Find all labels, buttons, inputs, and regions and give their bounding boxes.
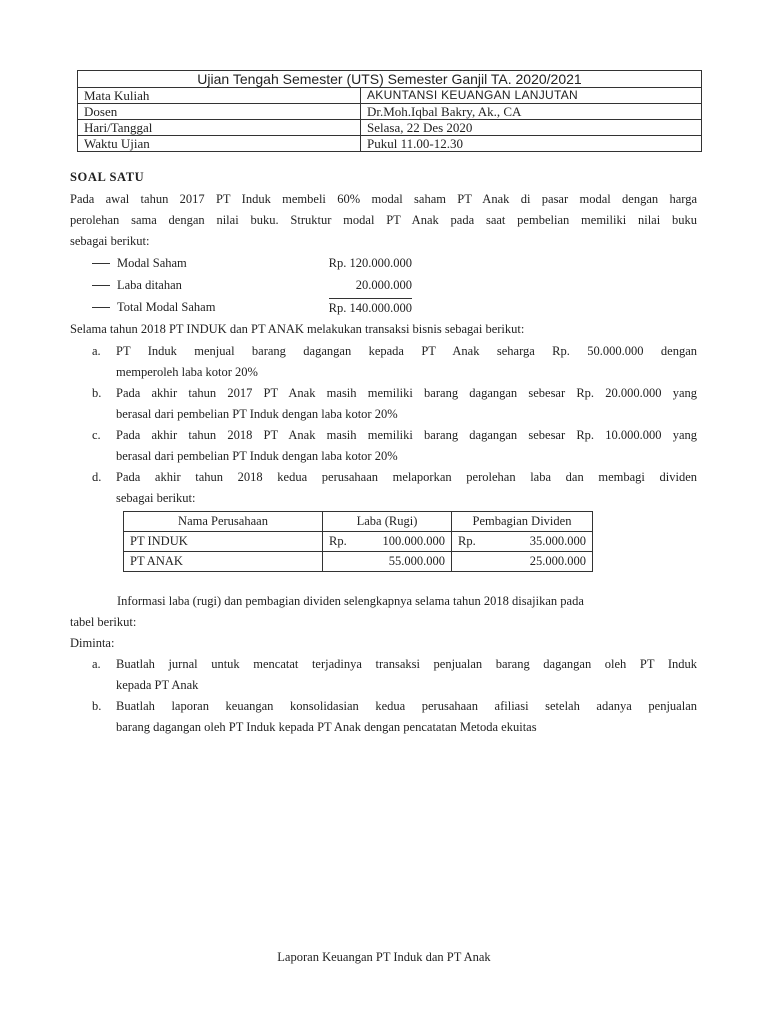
intro-line: Pada awal tahun 2017 PT Induk membeli 60% modal saham PT Anak di pasar modal dengan harga bbox=[70, 192, 697, 206]
dividend-cell bbox=[452, 552, 593, 572]
company-name-cell: PT INDUK bbox=[124, 532, 323, 552]
column-header: Laba (Rugi) bbox=[323, 512, 452, 532]
header-label: Hari/Tanggal bbox=[78, 120, 361, 136]
column-header: Pembagian Dividen bbox=[452, 512, 593, 532]
diminta-text: Diminta: bbox=[70, 636, 115, 650]
item-line: Buatlah jurnal untuk mencatat terjadinya transaksi penjualan barang dagangan oleh PT Induk bbox=[116, 657, 697, 671]
header-label: Dosen bbox=[78, 104, 361, 120]
header-label: Waktu Ujian bbox=[78, 136, 361, 152]
dash-bullet bbox=[92, 307, 110, 308]
header-row bbox=[78, 104, 702, 120]
item-line: barang dagangan oleh PT Induk kepada PT Anak dengan pencatatan Metoda ekuitas bbox=[116, 720, 537, 734]
transactions-intro bbox=[70, 319, 697, 340]
capital-label: Modal Saham bbox=[117, 256, 187, 270]
transactions-intro-text: Selama tahun 2018 PT INDUK dan PT ANAK melakukan transaksi bisnis sebagai berikut: bbox=[70, 322, 525, 336]
profit-cell bbox=[323, 532, 452, 552]
item-marker: c. bbox=[92, 428, 101, 442]
item-line: Pada akhir tahun 2017 PT Anak masih memiliki barang dagangan sebesar Rp. 20.000.000 yang bbox=[116, 386, 697, 400]
item-line: Buatlah laporan keuangan konsolidasian kedua perusahaan afiliasi setelah adanya penjualan bbox=[116, 699, 697, 713]
header-value: Pukul 11.00-12.30 bbox=[361, 136, 702, 152]
capital-total-amount: Rp. 140.000.000 bbox=[329, 298, 412, 318]
profit-cell bbox=[323, 552, 452, 572]
item-marker: b. bbox=[92, 386, 102, 400]
item-marker: a. bbox=[92, 344, 101, 358]
header-value: Selasa, 22 Des 2020 bbox=[361, 120, 702, 136]
dash-bullet bbox=[92, 263, 110, 264]
item-line: berasal dari pembelian PT Induk dengan laba kotor 20% bbox=[116, 407, 398, 421]
item-line: Pada akhir tahun 2018 kedua perusahaan melaporkan perolehan laba dan membagi dividen bbox=[116, 470, 697, 484]
item-marker: a. bbox=[92, 657, 101, 671]
header-value: AKUNTANSI KEUANGAN LANJUTAN bbox=[361, 88, 702, 104]
dash-bullet bbox=[92, 285, 110, 286]
item-marker: d. bbox=[92, 470, 102, 484]
currency-label: Rp. bbox=[329, 534, 347, 548]
item-line: sebagai berikut: bbox=[116, 491, 196, 505]
item-line: memperoleh laba kotor 20% bbox=[116, 365, 258, 379]
table-row bbox=[124, 552, 593, 572]
dividend-value: 25.000.000 bbox=[529, 554, 586, 568]
page-footer: Laporan Keuangan PT Induk dan PT Anak bbox=[277, 950, 491, 964]
profit-value: 100.000.000 bbox=[382, 534, 445, 548]
table-header-row bbox=[124, 512, 593, 532]
capital-item bbox=[92, 253, 412, 274]
dividend-cell bbox=[452, 532, 593, 552]
capital-label: Total Modal Saham bbox=[117, 300, 216, 314]
info-line: Informasi laba (rugi) dan pembagian dividen selengkapnya selama tahun 2018 disajikan pada bbox=[117, 594, 584, 608]
intro-paragraph bbox=[70, 189, 697, 252]
section-heading: SOAL SATU bbox=[70, 170, 145, 184]
column-header: Nama Perusahaan bbox=[124, 512, 323, 532]
exam-header-table bbox=[77, 70, 702, 152]
capital-label: Laba ditahan bbox=[117, 278, 182, 292]
header-row bbox=[78, 136, 702, 152]
capital-amount: 20.000.000 bbox=[355, 278, 412, 292]
info-paragraph bbox=[70, 591, 697, 633]
profit-value: 55.000.000 bbox=[388, 554, 445, 568]
dividend-value: 35.000.000 bbox=[529, 534, 586, 548]
item-line: berasal dari pembelian PT Induk dengan laba kotor 20% bbox=[116, 449, 398, 463]
item-line: kepada PT Anak bbox=[116, 678, 199, 692]
intro-line: perolehan sama dengan nilai buku. Struktur modal PT Anak pada saat pembelian memiliki nilai buku bbox=[70, 213, 697, 227]
intro-line: sebagai berikut: bbox=[70, 234, 150, 248]
table-row bbox=[124, 532, 593, 552]
item-line: Pada akhir tahun 2018 PT Anak masih memiliki barang dagangan sebesar Rp. 10.000.000 yang bbox=[116, 428, 697, 442]
item-line: PT Induk menjual barang dagangan kepada PT Anak seharga Rp. 50.000.000 dengan bbox=[116, 344, 697, 358]
header-value: Dr.Moh.Iqbal Bakry, Ak., CA bbox=[361, 104, 702, 120]
exam-title: Ujian Tengah Semester (UTS) Semester Ganjil TA. 2020/2021 bbox=[78, 71, 702, 88]
header-label: Mata Kuliah bbox=[78, 88, 361, 104]
company-name-cell: PT ANAK bbox=[124, 552, 323, 572]
header-row bbox=[78, 120, 702, 136]
capital-item bbox=[92, 275, 412, 296]
currency-label: Rp. bbox=[458, 534, 476, 548]
capital-item bbox=[92, 297, 412, 318]
header-row bbox=[78, 88, 702, 104]
diminta-label bbox=[70, 633, 697, 654]
capital-amount: Rp. 120.000.000 bbox=[328, 256, 412, 270]
info-line: tabel berikut: bbox=[70, 615, 137, 629]
item-marker: b. bbox=[92, 699, 102, 713]
dividend-table bbox=[123, 511, 593, 572]
